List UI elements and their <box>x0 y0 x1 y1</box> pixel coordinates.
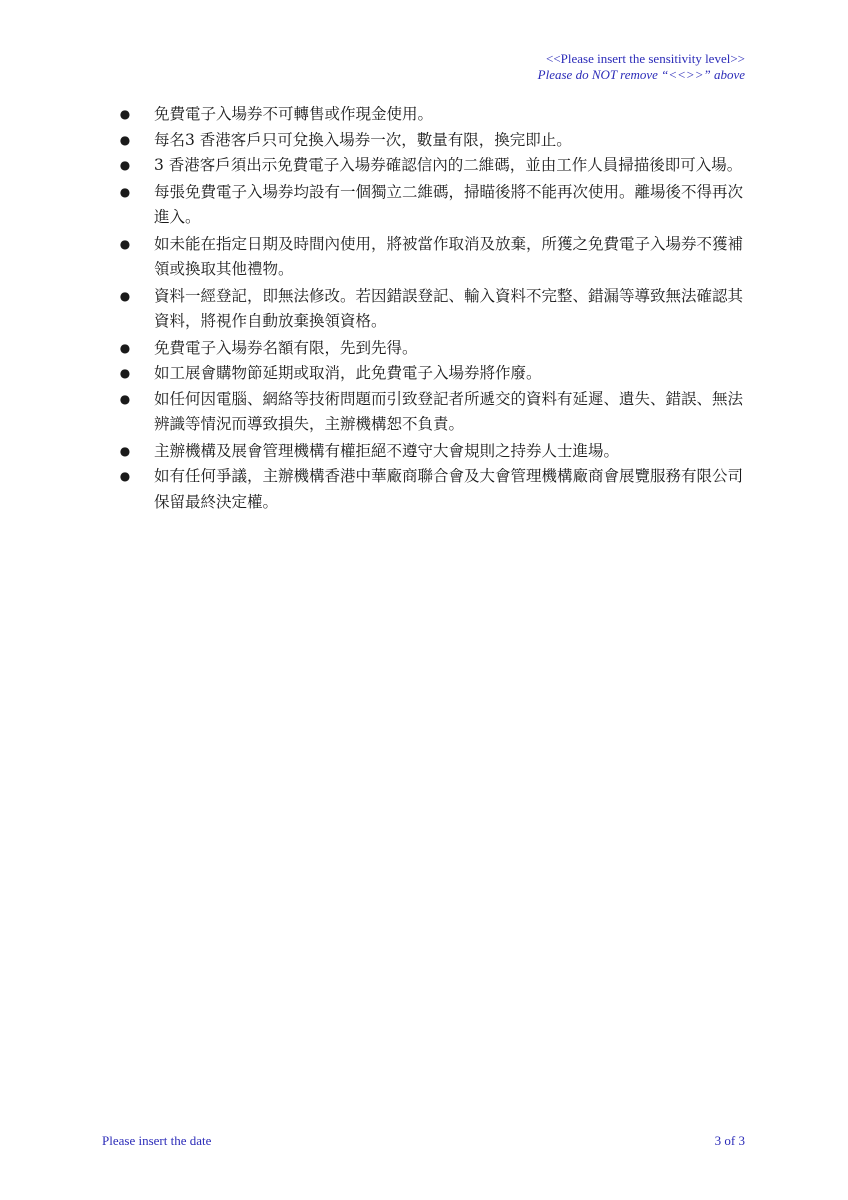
list-item <box>118 153 748 179</box>
list-item-text: 如工展會購物節延期或取消，此免費電子入場券將作廢。 <box>154 364 542 382</box>
list-item <box>118 232 748 283</box>
list-item <box>118 439 748 465</box>
list-item-text: 資料一經登記，即無法修改。若因錯誤登記、輸入資料不完整、錯漏等導致無法確認其資料，將視作自動放棄換領資格。 <box>154 286 744 330</box>
bullet-icon: ● <box>119 132 131 147</box>
list-item <box>118 464 748 515</box>
list-item-text: 免費電子入場券不可轉售或作現金使用。 <box>154 105 434 123</box>
list-item <box>118 336 748 362</box>
do-not-remove-note: Please do NOT remove “<<>>” above <box>537 67 745 82</box>
bullet-icon: ● <box>119 107 131 121</box>
bullet-icon: ● <box>119 236 131 251</box>
list-item <box>118 180 748 231</box>
bullet-icon: ● <box>119 288 131 303</box>
list-item-text: 3 香港客戶須出示免費電子入場券確認信內的二維碼，並由工作人員掃描後即可入場。 <box>154 156 743 174</box>
list-item <box>118 128 748 154</box>
list-item-text: 免費電子入場券名額有限，先到先得。 <box>154 338 418 357</box>
list-item <box>118 102 748 128</box>
list-item <box>118 387 748 438</box>
terms-list <box>118 102 748 515</box>
list-item-text: 如任何因電腦、網絡等技術問題而引致登記者所遞交的資料有延遲、遺失、錯誤、無法辨識等情況而導致損失，主辦機構恕不負責。 <box>154 389 744 433</box>
bullet-icon: ● <box>119 469 131 483</box>
terms-section <box>118 102 748 516</box>
list-item <box>118 361 748 387</box>
list-item-text: 每張免費電子入場券均設有一個獨立二維碼，掃瞄後將不能再次使用。離場後不得再次進入。 <box>154 182 744 226</box>
list-item-text: 每名3 香港客戶只可兌換入場券一次，數量有限，換完即止。 <box>154 130 572 149</box>
bullet-icon: ● <box>119 443 131 458</box>
bullet-icon: ● <box>119 184 131 199</box>
footer-date: Please insert the date <box>102 1133 212 1148</box>
page-number: 3 of 3 <box>714 1133 745 1148</box>
bullet-icon: ● <box>119 391 131 406</box>
list-item-text: 主辦機構及展會管理機構有權拒絕不遵守大會規則之持券人士進場。 <box>154 441 620 460</box>
page-footer <box>102 1133 745 1149</box>
list-item-text: 如未能在指定日期及時間內使用，將被當作取消及放棄，所獲之免費電子入場券不獲補領或換取其他禮物。 <box>154 234 744 278</box>
sensitivity-header <box>538 51 745 83</box>
bullet-icon: ● <box>119 158 131 172</box>
bullet-icon: ● <box>119 340 131 355</box>
bullet-icon: ● <box>119 366 131 380</box>
list-item-text: 如有任何爭議，主辦機構香港中華廠商聯合會及大會管理機構廠商會展覽服務有限公司保留最終決定權。 <box>154 467 744 511</box>
list-item <box>118 284 748 335</box>
sensitivity-level-text: <<Please insert the sensitivity level>> <box>545 51 745 66</box>
